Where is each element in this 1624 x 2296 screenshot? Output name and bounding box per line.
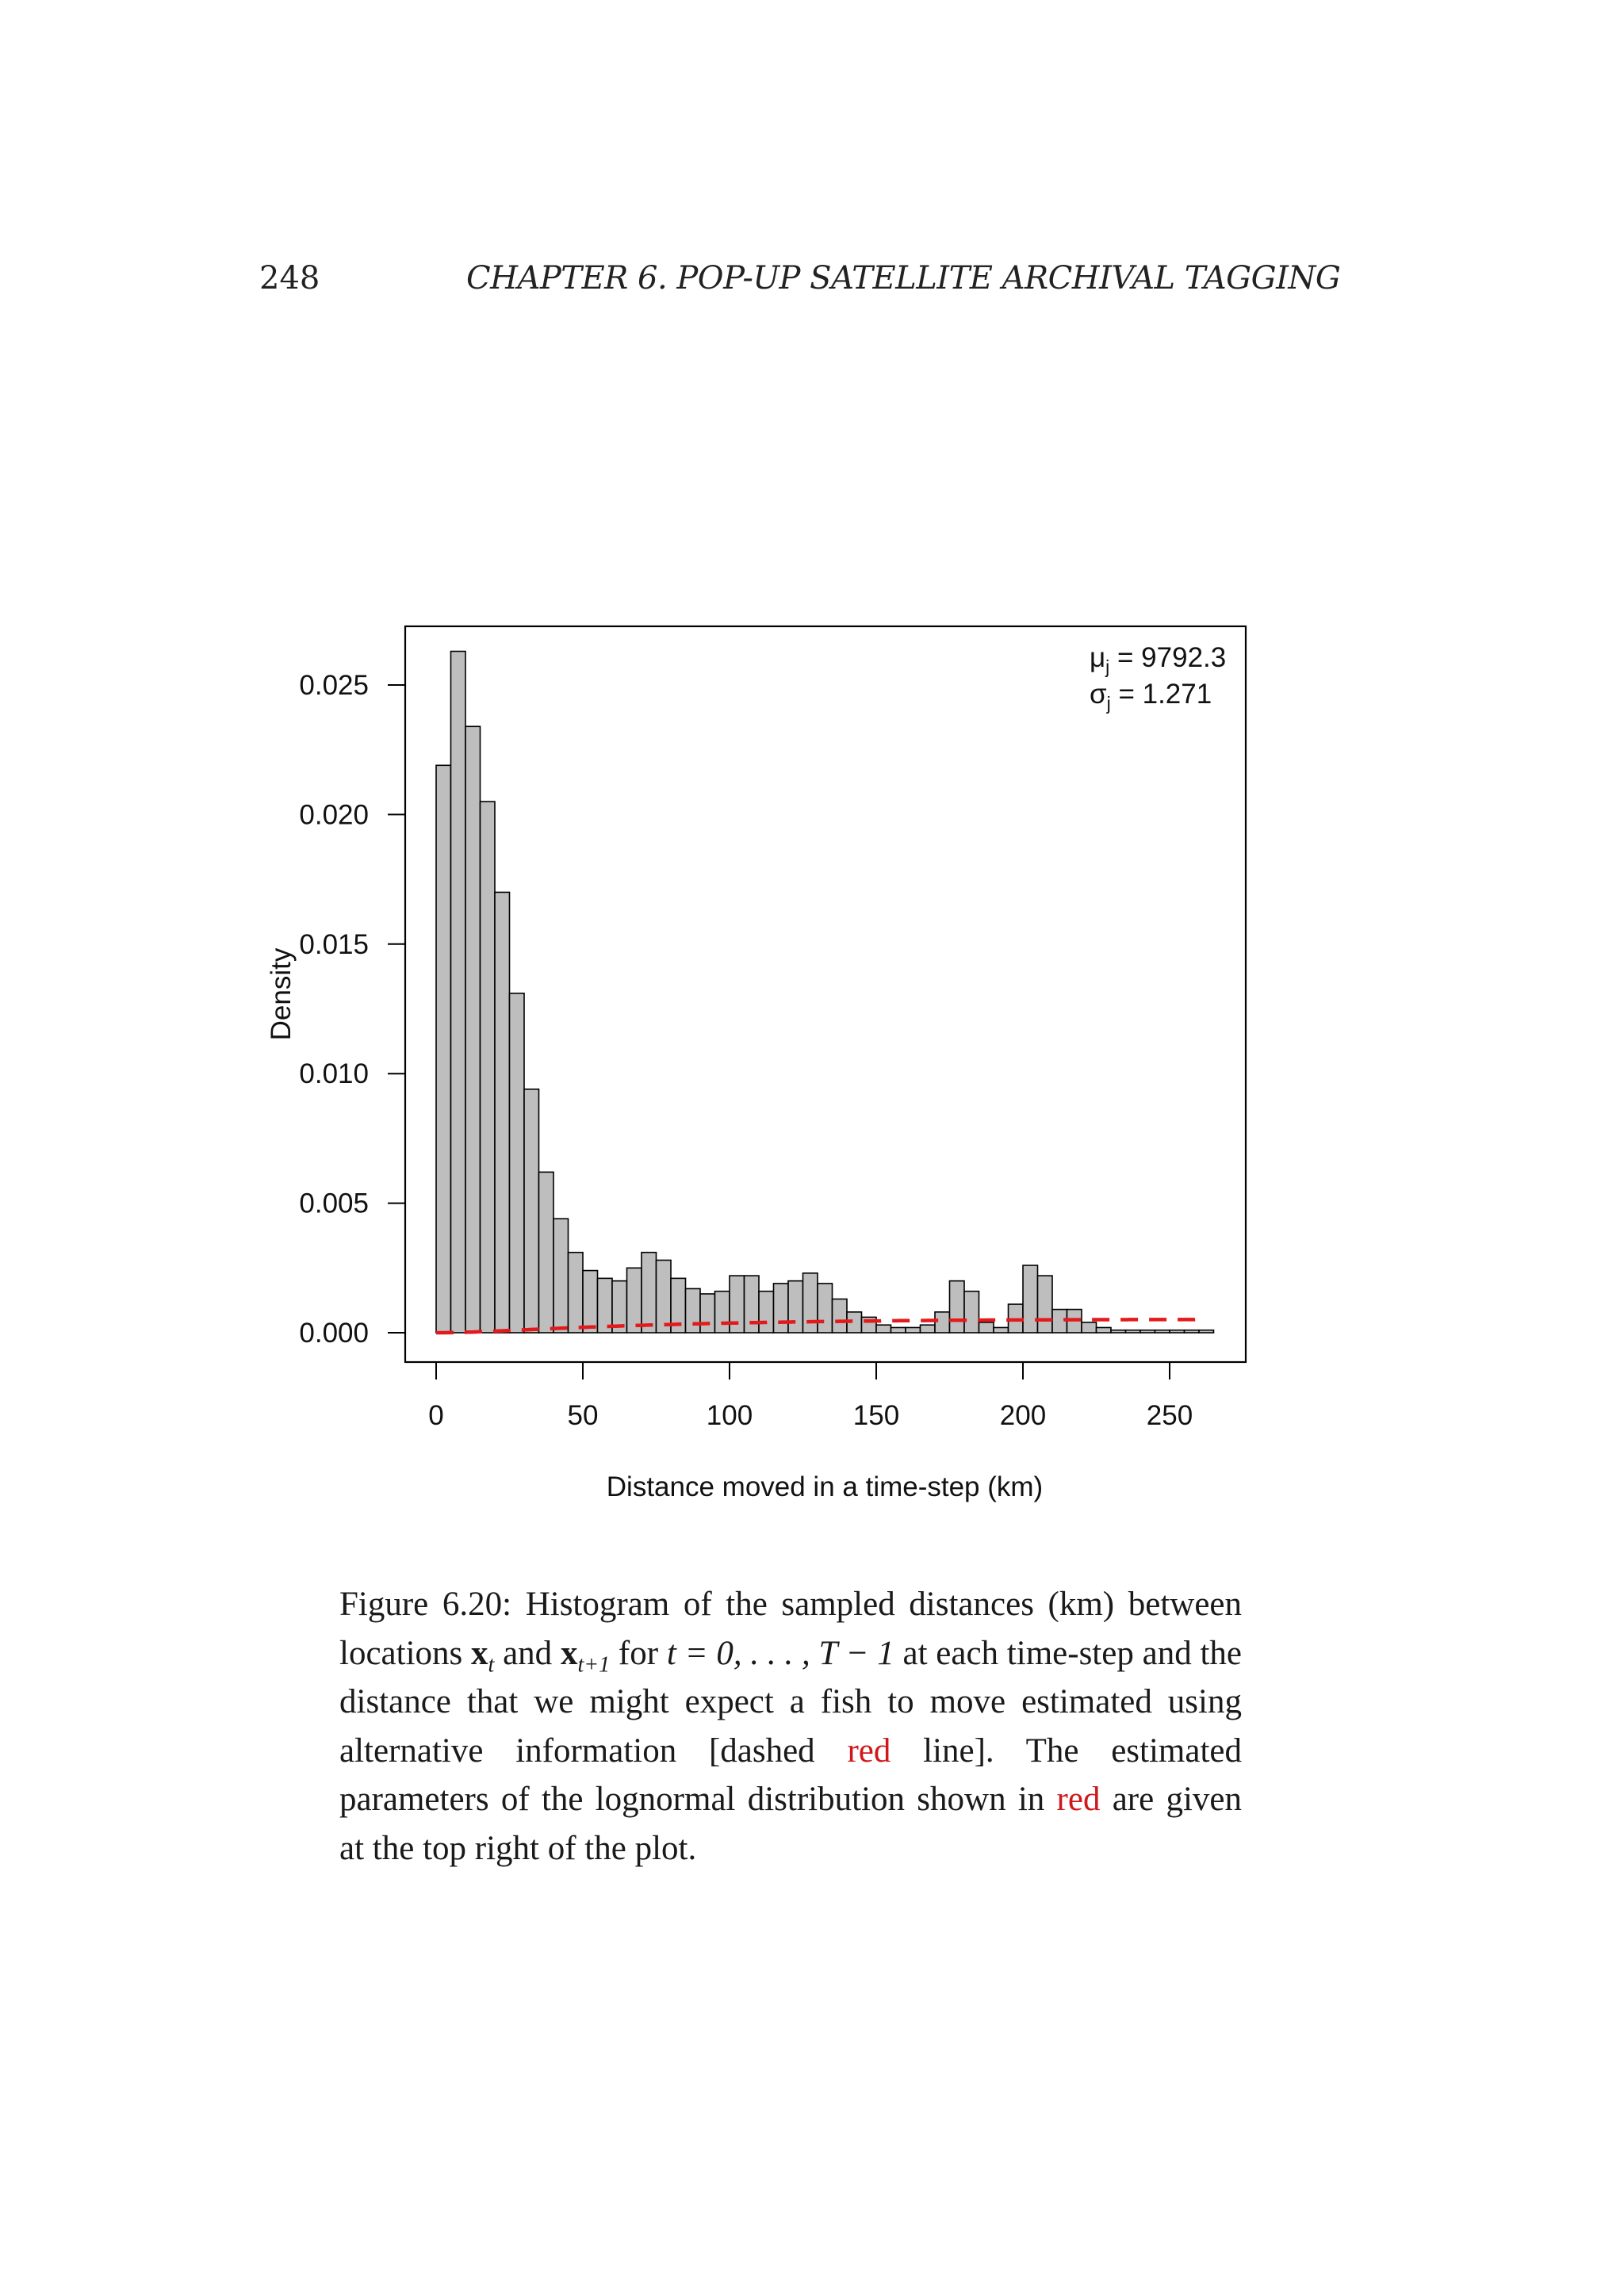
histogram-bar [495,892,510,1333]
x-tick-label: 100 [706,1400,753,1431]
histogram-bar [715,1292,730,1333]
histogram-bar [935,1312,950,1333]
red-word-1: red [847,1732,891,1770]
histogram-bar [657,1260,672,1333]
histogram-bar [1126,1330,1141,1333]
x-axis-label: Distance moved in a time-step (km) [606,1471,1044,1502]
histogram-bar [921,1325,936,1333]
histogram-bar [818,1284,833,1333]
histogram-bar [510,993,525,1333]
page-number: 248 [259,260,320,297]
y-axis-label: Density [266,947,297,1041]
y-tick-label: 0.010 [299,1058,369,1090]
figure-caption: Figure 6.20: Histogram of the sampled distances (km) between locations $x_t$ and $x_{t+1}$ for t = 0, . . . , T − 1 at each time-step and the distance that we might expect a fish to move estimated using alternative information [dashed red line]. The estimated parameters of the lognormal distribution shown in red are given at the top right of the plot. [339,1586,1243,1867]
histogram-bar [906,1327,921,1333]
histogram-bar [583,1271,598,1333]
histogram-bar [481,802,496,1333]
histogram-bar [994,1327,1009,1333]
histogram-bar [642,1253,657,1333]
histogram-bar [1170,1330,1185,1333]
histogram-bar [451,652,466,1333]
x-tick-label: 0 [428,1400,444,1431]
x-tick-label: 250 [1146,1400,1193,1431]
histogram-bar [876,1325,891,1333]
parameter-annotation [1090,642,1226,714]
histogram-bar [1199,1330,1214,1333]
histogram-bar [774,1284,789,1333]
histogram-bar [759,1292,774,1333]
histogram-bar [1111,1330,1126,1333]
histogram-bar [686,1288,701,1333]
histogram-bar [1185,1330,1200,1333]
histogram-bar [803,1273,818,1333]
histogram-bar [553,1219,569,1333]
histogram-bar [964,1292,979,1333]
y-tick-label: 0.015 [299,928,369,960]
histogram-bar [1097,1327,1112,1333]
y-tick-label: 0.005 [299,1188,369,1219]
y-tick-label: 0.000 [299,1318,369,1349]
y-tick-label: 0.025 [299,670,369,701]
histogram-bar [1140,1330,1155,1333]
caption-label: Figure 6.20: [339,1586,512,1623]
red-word-2: red [1056,1781,1101,1818]
histogram-bar [1038,1276,1053,1333]
histogram-bar [465,726,481,1333]
mu-annotation: $\mu_j = 9792.3$ [1090,642,1227,677]
sigma-annotation: $\sigma_j = 1.271$ [1090,679,1212,714]
histogram-bar [979,1322,994,1333]
histogram-bars [436,652,1214,1333]
histogram-bar [788,1281,803,1333]
histogram-bar [524,1089,539,1333]
y-tick-label: 0.020 [299,799,369,831]
histogram-bar [1082,1322,1097,1333]
histogram-bar [950,1281,965,1333]
histogram-bar [436,765,451,1333]
histogram-bar [539,1172,554,1333]
histogram-bar [891,1327,906,1333]
histogram-bar [833,1299,848,1333]
x-tick-label: 50 [567,1400,599,1431]
x-tick-label: 150 [852,1400,900,1431]
histogram-bar [627,1268,642,1333]
histogram-bar [1023,1265,1038,1333]
histogram-bar [700,1294,715,1333]
chapter-title: CHAPTER 6. POP-UP SATELLITE ARCHIVAL TAGGING [466,260,1341,297]
histogram-bar [569,1253,584,1333]
histogram-bar [1155,1330,1170,1333]
x-tick-label: 200 [999,1400,1047,1431]
